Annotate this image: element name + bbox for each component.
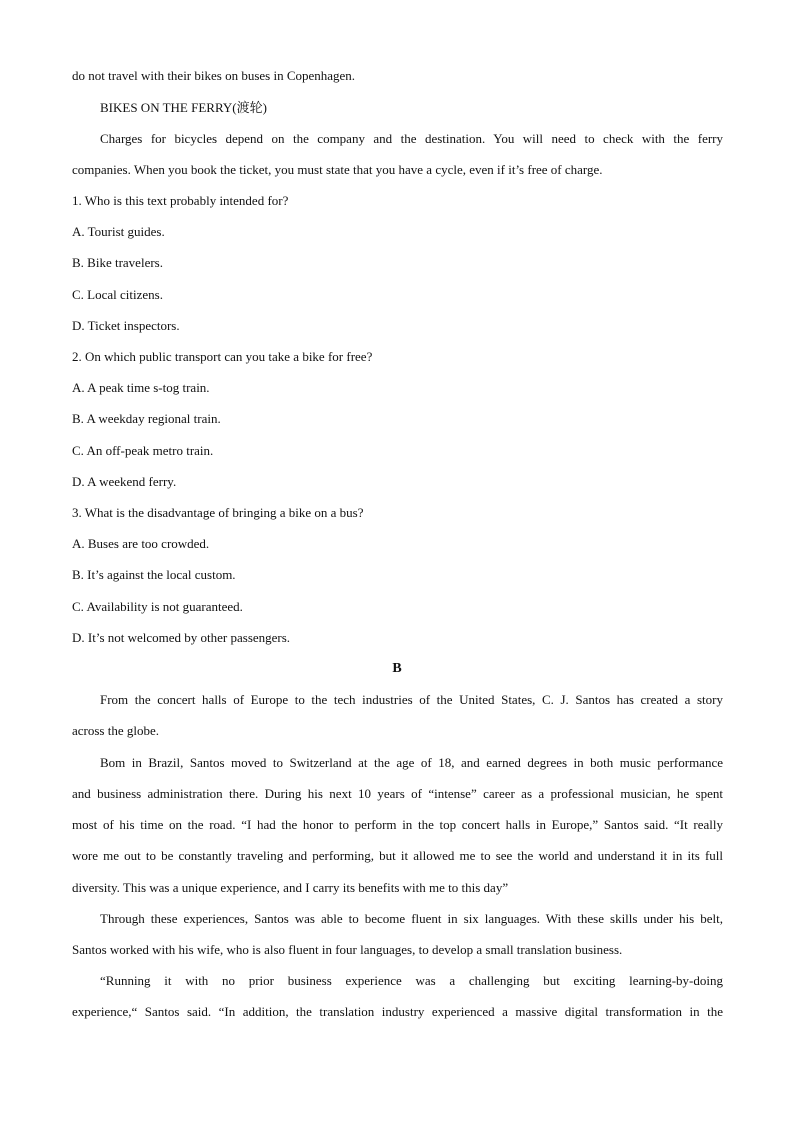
section-b-line-7: diversity. This was a unique experience, and I carry its benefits with me to this day” — [72, 880, 509, 895]
question-3-option-a: A. Buses are too crowded. — [72, 536, 210, 551]
paragraph-continuation: do not travel with their bikes on buses in Copenhagen. — [72, 68, 356, 83]
question-2-option-c: C. An off-peak metro train. — [72, 443, 214, 458]
ferry-paragraph-line-2: companies. When you book the ticket, you must state that you have a cycle, even if it’s free of charge. — [72, 162, 603, 177]
question-2-option-b: B. A weekday regional train. — [72, 411, 221, 426]
section-b-line-1: From the concert halls of Europe to the tech industries of the United States, C. J. Santos has created a story — [100, 692, 723, 707]
section-b-line-8: Through these experiences, Santos was able to become fluent in six languages. With these skills under his belt, — [100, 911, 723, 926]
section-b-line-4: and business administration there. During his next 10 years of “intense” career as a professional musician, he spent — [72, 786, 723, 801]
question-1-option-c: C. Local citizens. — [72, 287, 163, 302]
question-1-option-d: D. Ticket inspectors. — [72, 318, 180, 333]
ferry-paragraph-line-1: Charges for bicycles depend on the company and the destination. You will need to check with the ferry — [100, 131, 723, 146]
section-b-line-2: across the globe. — [72, 723, 160, 738]
question-2: 2. On which public transport can you take a bike for free? — [72, 349, 373, 364]
question-1-option-b: B. Bike travelers. — [72, 255, 163, 270]
section-b-heading: B — [392, 661, 402, 676]
section-b-line-9: Santos worked with his wife, who is also fluent in four languages, to develop a small translation business. — [72, 942, 623, 957]
question-1: 1. Who is this text probably intended for? — [72, 193, 289, 208]
ferry-heading: BIKES ON THE FERRY(渡轮) — [100, 100, 267, 115]
section-b-line-10: “Running it with no prior business experience was a challenging but exciting learning-by-doing — [100, 973, 723, 988]
question-2-option-a: A. A peak time s-tog train. — [72, 380, 210, 395]
question-3-option-c: C. Availability is not guaranteed. — [72, 599, 243, 614]
section-b-line-6: wore me out to be constantly traveling and performing, but it allowed me to see the world and understand it in its full — [72, 848, 723, 863]
question-2-option-d: D. A weekend ferry. — [72, 474, 177, 489]
question-3-option-b: B. It’s against the local custom. — [72, 567, 236, 582]
question-3: 3. What is the disadvantage of bringing a bike on a bus? — [72, 505, 364, 520]
section-b-line-5: most of his time on the road. “I had the honor to perform in the top concert halls in Europe,” Santos said. “It really — [72, 817, 723, 832]
section-b-line-11: experience,“ Santos said. “In addition, the translation industry experienced a massive digital transformation in the — [72, 1004, 723, 1019]
section-b-line-3: Bom in Brazil, Santos moved to Switzerland at the age of 18, and earned degrees in both music performance — [100, 755, 723, 770]
question-1-option-a: A. Tourist guides. — [72, 224, 165, 239]
question-3-option-d: D. It’s not welcomed by other passengers. — [72, 630, 291, 645]
